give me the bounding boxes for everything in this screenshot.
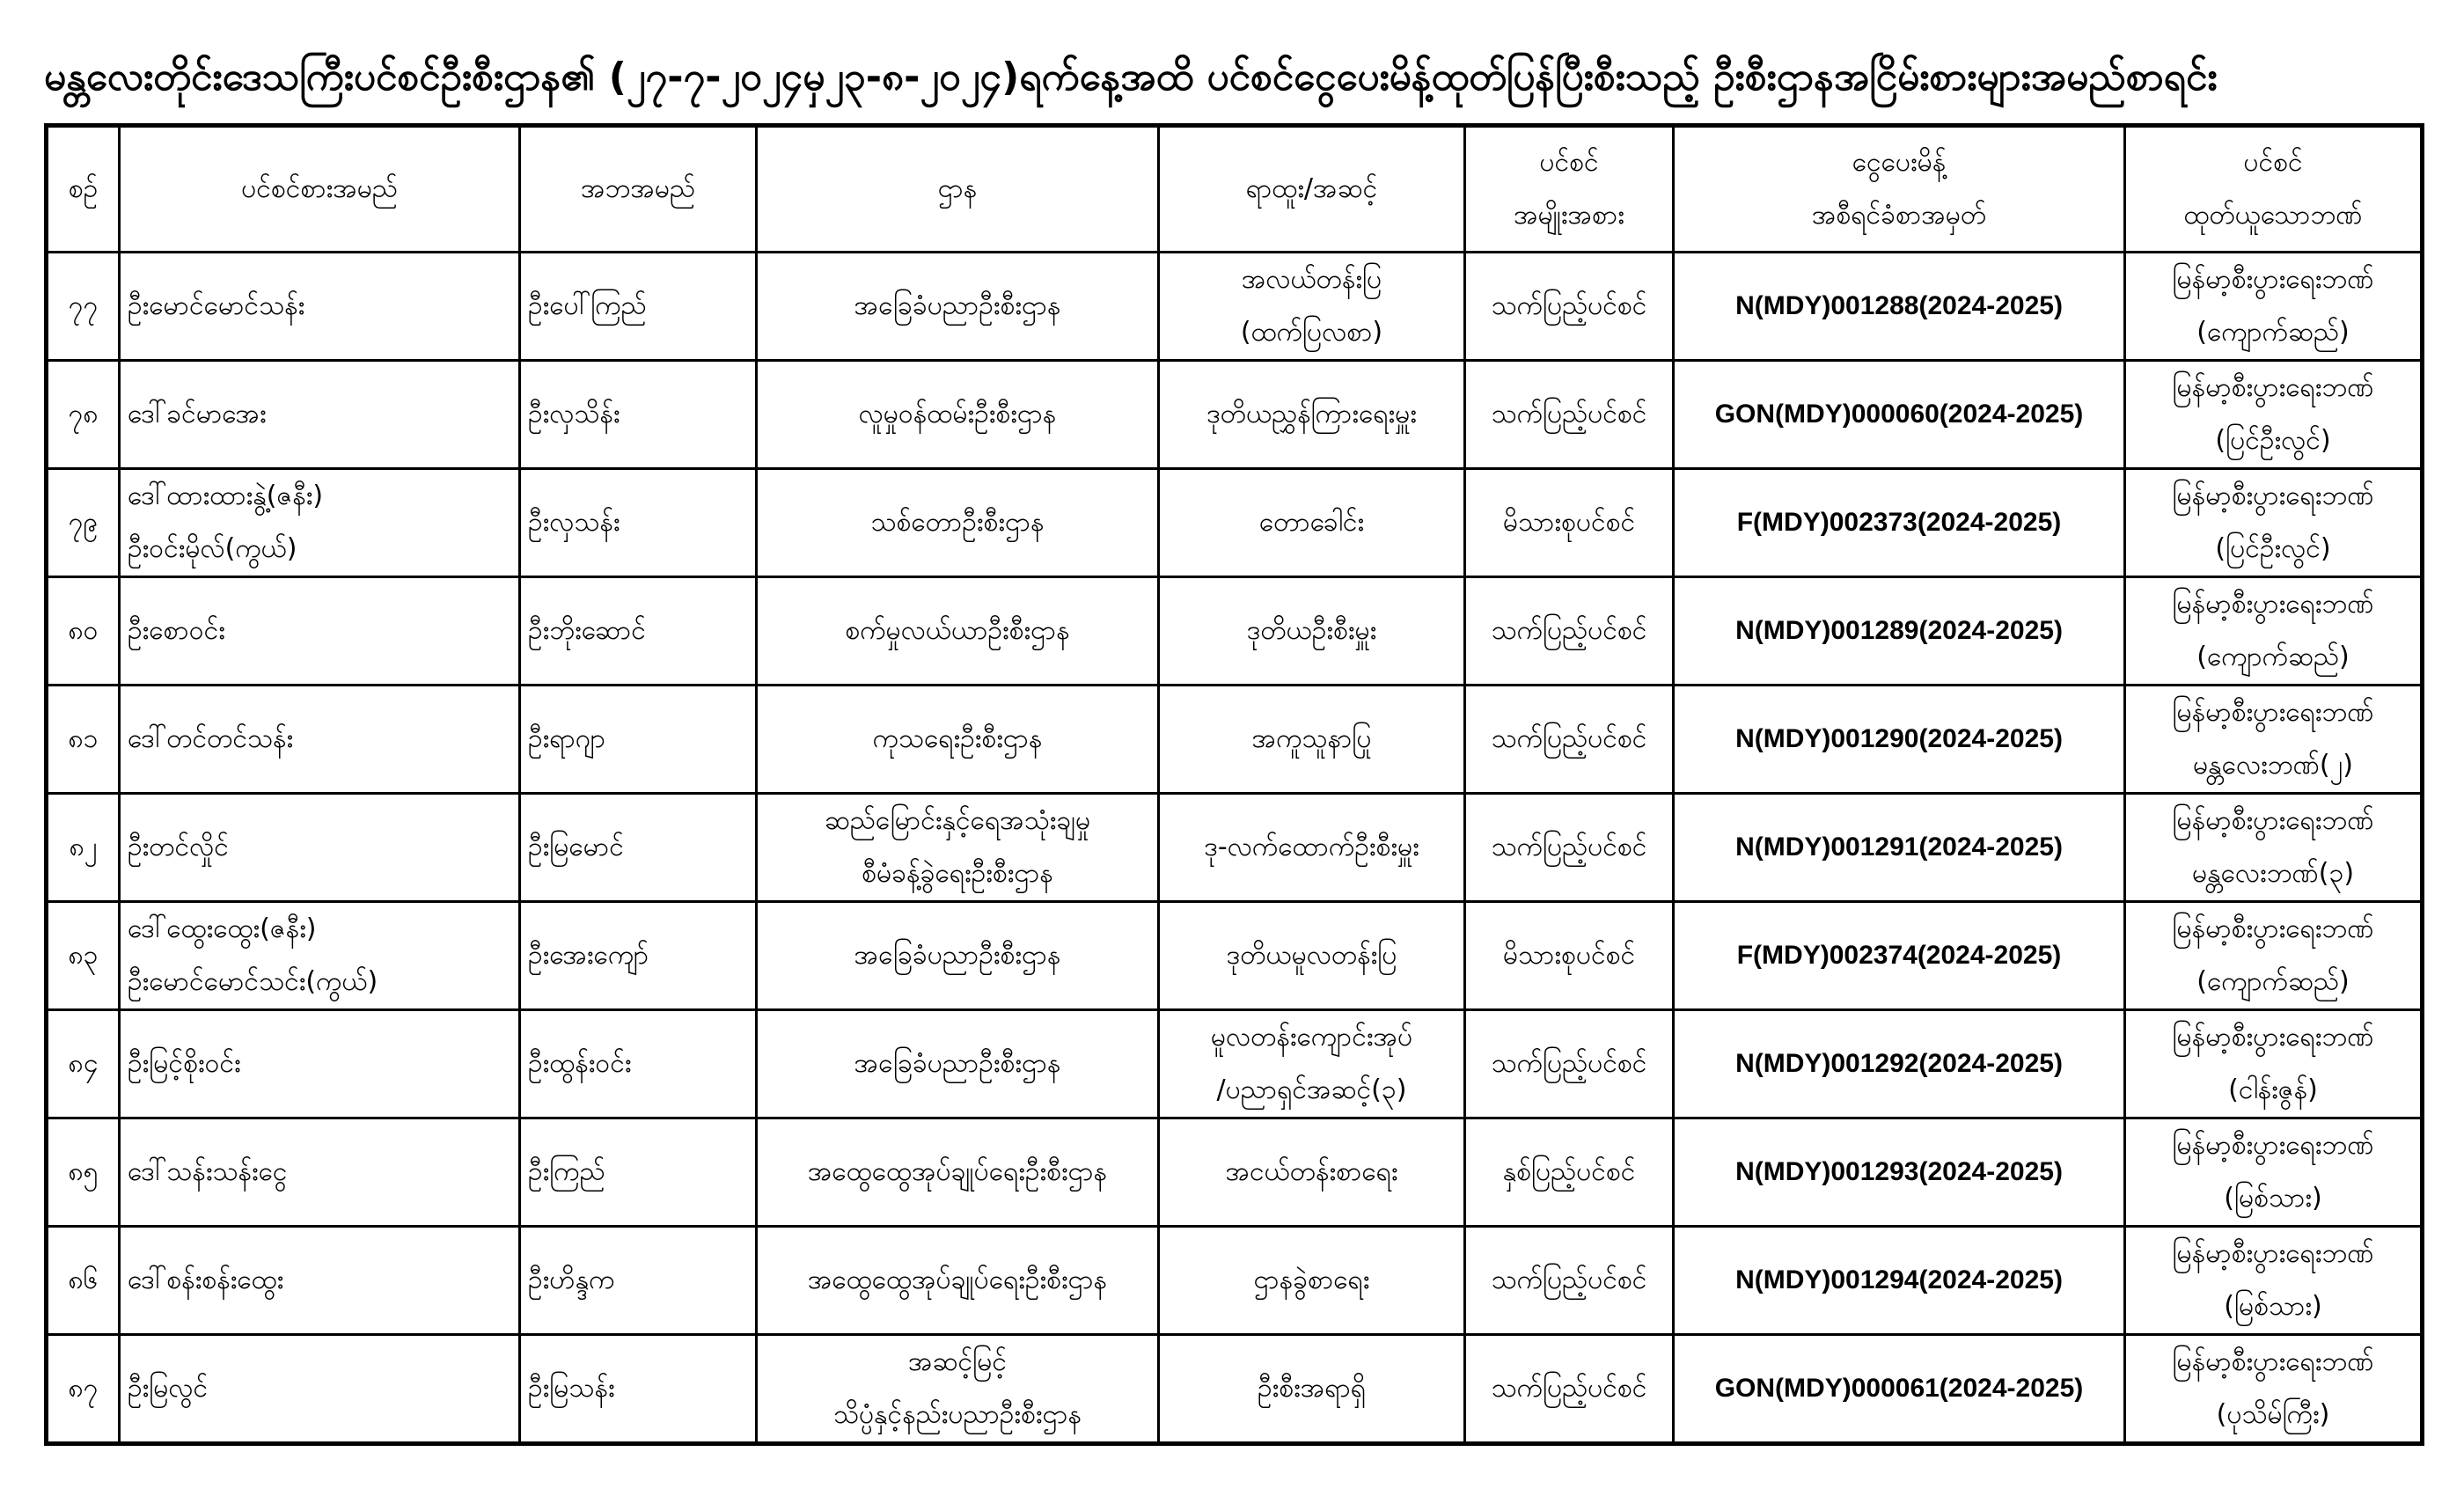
cell-line: သက်ပြည့်ပင်စင်	[1491, 1265, 1647, 1295]
cell-line: အစီရင်ခံစာအမှတ်	[1811, 200, 1987, 231]
cell-order-number: N(MDY)001293(2024-2025)	[1674, 1118, 2125, 1227]
table-row	[47, 686, 2423, 794]
cell-bank	[2125, 902, 2423, 1010]
cell-line: ဒေါ်ထားထားနွဲ့(ဇနီး)	[128, 480, 324, 511]
cell-father-name	[520, 1227, 757, 1335]
cell-line: မြန်မာ့စီးပွားရေးဘဏ်	[2172, 913, 2374, 944]
cell-line: ဦးမြမောင်	[528, 832, 624, 862]
header-pensioner-name	[120, 126, 520, 253]
cell-line: ဦးစီးအရာရှိ	[1257, 1373, 1367, 1404]
cell-line: (ကျောက်ဆည်)	[2196, 317, 2350, 348]
cell-pensioner-name	[120, 1227, 520, 1335]
cell-pensioner-name	[120, 577, 520, 686]
cell-line: ဦးတင်လှိုင်	[128, 832, 229, 862]
cell-rank	[1159, 686, 1465, 794]
cell-line: ဒေါ်တင်တင်သန်း	[128, 723, 294, 754]
cell-line: သက်ပြည့်ပင်စင်	[1491, 1048, 1647, 1079]
cell-order-number: F(MDY)002374(2024-2025)	[1674, 902, 2125, 1010]
cell-pension-type	[1465, 1010, 1674, 1118]
cell-father-name	[520, 253, 757, 361]
cell-line: ဦးလှသန်း	[528, 507, 620, 538]
cell-serial: ၈၇	[47, 1335, 120, 1444]
cell-order-number: N(MDY)001289(2024-2025)	[1674, 577, 2125, 686]
cell-serial: ၇၉	[47, 469, 120, 577]
cell-pensioner-name	[120, 1335, 520, 1444]
cell-line: ဒေါ်ခင်မာအေး	[128, 399, 267, 429]
cell-pensioner-name	[120, 902, 520, 1010]
cell-serial: ၈၃	[47, 902, 120, 1010]
cell-department	[757, 794, 1159, 902]
cell-order-number: F(MDY)002373(2024-2025)	[1674, 469, 2125, 577]
cell-line: ကုသရေးဦးစီးဌာန	[872, 723, 1043, 754]
cell-bank	[2125, 469, 2423, 577]
cell-line: အခြေခံပညာဦးစီးဌာန	[854, 1048, 1061, 1079]
cell-father-name	[520, 686, 757, 794]
cell-line: ငွေပေးမိန့်	[1852, 147, 1947, 178]
cell-department	[757, 577, 1159, 686]
cell-line: ဦးလှသိန်း	[528, 399, 620, 429]
cell-line: သက်ပြည့်ပင်စင်	[1491, 615, 1647, 646]
cell-father-name	[520, 1335, 757, 1444]
cell-line: ဦးစောဝင်း	[128, 615, 225, 646]
cell-line: ရာထူး/အဆင့်	[1245, 173, 1378, 204]
cell-father-name	[520, 1118, 757, 1227]
cell-line: မြန်မာ့စီးပွားရေးဘဏ်	[2172, 1238, 2374, 1269]
cell-line: ဒေါ်ထွေးထွေး(ဇနီး)	[128, 913, 317, 944]
cell-line: ဦးမောင်မောင်သင်း(ကွယ်)	[128, 966, 378, 997]
cell-line: ဒုတိယညွှန်ကြားရေးမှူး	[1206, 399, 1417, 429]
cell-bank	[2125, 686, 2423, 794]
cell-department	[757, 1227, 1159, 1335]
cell-line: (ကျောက်ဆည်)	[2196, 966, 2350, 997]
cell-line: မြန်မာ့စီးပွားရေးဘဏ်	[2172, 264, 2374, 295]
cell-line: အဘအမည်	[580, 173, 696, 204]
cell-line: (ပုသိမ်ကြီး)	[2216, 1399, 2330, 1430]
cell-bank	[2125, 1227, 2423, 1335]
cell-line: အကူသူနာပြု	[1251, 723, 1372, 754]
table-row	[47, 253, 2423, 361]
cell-pension-type	[1465, 253, 1674, 361]
cell-line: မြန်မာ့စီးပွားရေးဘဏ်	[2172, 1022, 2374, 1052]
cell-line: စဉ်	[68, 173, 99, 204]
table-row	[47, 469, 2423, 577]
header-bank	[2125, 126, 2423, 253]
cell-line: အငယ်တန်းစာရေး	[1225, 1156, 1398, 1187]
cell-pensioner-name	[120, 1118, 520, 1227]
cell-line: ဒေါ်စန်းစန်းထွေး	[128, 1265, 284, 1295]
cell-line: သက်ပြည့်ပင်စင်	[1491, 723, 1647, 754]
cell-line: လူမှုဝန်ထမ်းဦးစီးဌာန	[858, 399, 1057, 429]
cell-serial: ၇၈	[47, 361, 120, 469]
cell-line: ဒေါ်သန်းသန်းငွေ	[128, 1156, 288, 1187]
cell-serial: ၈၂	[47, 794, 120, 902]
header-rank	[1159, 126, 1465, 253]
cell-line: မြန်မာ့စီးပွားရေးဘဏ်	[2172, 697, 2374, 728]
cell-rank	[1159, 1227, 1465, 1335]
cell-line: မြန်မာ့စီးပွားရေးဘဏ်	[2172, 1346, 2374, 1377]
cell-rank	[1159, 1118, 1465, 1227]
cell-pensioner-name	[120, 361, 520, 469]
cell-bank	[2125, 361, 2423, 469]
cell-line: (ပြင်ဦးလွင်)	[2215, 533, 2331, 564]
cell-department	[757, 902, 1159, 1010]
cell-pensioner-name	[120, 794, 520, 902]
cell-line: မန္တလေးဘဏ်(၃)	[2191, 858, 2355, 889]
cell-line: မန္တလေးဘဏ်(၂)	[2193, 750, 2353, 781]
cell-department	[757, 1010, 1159, 1118]
cell-serial: ၈၆	[47, 1227, 120, 1335]
cell-line: ဦးကြည်	[528, 1156, 605, 1187]
cell-order-number: N(MDY)001292(2024-2025)	[1674, 1010, 2125, 1118]
cell-father-name	[520, 577, 757, 686]
cell-rank	[1159, 1010, 1465, 1118]
cell-line: မူလတန်းကျောင်းအုပ်	[1210, 1022, 1413, 1052]
cell-line: အလယ်တန်းပြ	[1241, 264, 1382, 295]
cell-line: စက်မှုလယ်ယာဦးစီးဌာန	[845, 615, 1070, 646]
cell-line: မြန်မာ့စီးပွားရေးဘဏ်	[2172, 372, 2374, 403]
cell-line: စီမံခန့်ခွဲရေးဦးစီးဌာန	[862, 858, 1053, 889]
cell-pensioner-name	[120, 686, 520, 794]
cell-line: သက်ပြည့်ပင်စင်	[1491, 290, 1647, 321]
cell-order-number: GON(MDY)000060(2024-2025)	[1674, 361, 2125, 469]
document-title: မန္တလေးတိုင်းဒေသကြီးပင်စင်ဦးစီးဌာန၏ (၂၇-၇-၂၀၂၄မှ၂၃-၈-၂၀၂၄)ရက်နေ့အထိ ပင်စင်ငွေပေးမိန့်ထုတ်ပြန်ပြီးစီးသည့် ဦးစီးဌာနအငြိမ်းစားများအမည်စာရင်း	[44, 55, 2218, 99]
cell-serial: ၈၁	[47, 686, 120, 794]
cell-pension-type	[1465, 469, 1674, 577]
cell-line: (မြစ်သား)	[2224, 1291, 2322, 1322]
cell-line: တောခေါင်း	[1258, 507, 1365, 538]
cell-line: (ကျောက်ဆည်)	[2196, 642, 2350, 672]
table-row	[47, 1118, 2423, 1227]
cell-line: ဒု-လက်ထောက်ဦးစီးမှူး	[1204, 832, 1419, 862]
cell-serial: ၈၀	[47, 577, 120, 686]
cell-line: သက်ပြည့်ပင်စင်	[1491, 832, 1647, 862]
cell-order-number: N(MDY)001290(2024-2025)	[1674, 686, 2125, 794]
cell-pension-type	[1465, 902, 1674, 1010]
cell-line: /ပညာရှင်အဆင့်(၃)	[1216, 1074, 1407, 1105]
cell-father-name	[520, 469, 757, 577]
pension-roster-table	[44, 123, 2424, 1446]
cell-bank	[2125, 1335, 2423, 1444]
cell-line: ပင်စင်	[2243, 147, 2303, 178]
cell-rank	[1159, 902, 1465, 1010]
header-department	[757, 126, 1159, 253]
cell-line: ဌာန	[937, 173, 978, 204]
cell-line: မိသားစုပင်စင်	[1502, 940, 1636, 971]
cell-pension-type	[1465, 794, 1674, 902]
cell-line: အမျိုးအစား	[1514, 200, 1624, 231]
cell-line: ဦးဘိုးဆောင်	[528, 615, 646, 646]
cell-line: အခြေခံပညာဦးစီးဌာန	[854, 290, 1061, 321]
cell-department	[757, 686, 1159, 794]
table-row	[47, 1010, 2423, 1118]
cell-line: သက်ပြည့်ပင်စင်	[1491, 1373, 1647, 1404]
cell-pensioner-name	[120, 253, 520, 361]
cell-pension-type	[1465, 686, 1674, 794]
cell-line: မိသားစုပင်စင်	[1502, 507, 1636, 538]
table-header-row	[47, 126, 2423, 253]
cell-pension-type	[1465, 1118, 1674, 1227]
table-row	[47, 794, 2423, 902]
cell-line: (ငါန်းဇွန်)	[2228, 1074, 2318, 1105]
header-pension-type	[1465, 126, 1674, 253]
header-serial	[47, 126, 120, 253]
cell-rank	[1159, 577, 1465, 686]
cell-line: ဦးမြသန်း	[528, 1373, 615, 1404]
cell-rank	[1159, 1335, 1465, 1444]
cell-pension-type	[1465, 577, 1674, 686]
cell-pension-type	[1465, 1227, 1674, 1335]
cell-rank	[1159, 253, 1465, 361]
cell-line: နှစ်ပြည့်ပင်စင်	[1502, 1156, 1636, 1187]
cell-bank	[2125, 1118, 2423, 1227]
cell-serial: ၈၄	[47, 1010, 120, 1118]
cell-line: ဦးမြင့်စိုးဝင်း	[128, 1048, 241, 1079]
cell-pension-type	[1465, 361, 1674, 469]
cell-line: သက်ပြည့်ပင်စင်	[1491, 399, 1647, 429]
cell-line: ဦးအေးကျော်	[528, 940, 649, 971]
cell-line: ပင်စင်စားအမည်	[241, 173, 398, 204]
cell-order-number: N(MDY)001291(2024-2025)	[1674, 794, 2125, 902]
cell-order-number: N(MDY)001294(2024-2025)	[1674, 1227, 2125, 1335]
cell-serial: ၈၅	[47, 1118, 120, 1227]
table-row	[47, 1227, 2423, 1335]
cell-line: မြန်မာ့စီးပွားရေးဘဏ်	[2172, 805, 2374, 836]
cell-pensioner-name	[120, 1010, 520, 1118]
cell-line: မြန်မာ့စီးပွားရေးဘဏ်	[2172, 589, 2374, 620]
cell-line: အခြေခံပညာဦးစီးဌာန	[854, 940, 1061, 971]
cell-department	[757, 1335, 1159, 1444]
cell-rank	[1159, 469, 1465, 577]
cell-line: မြန်မာ့စီးပွားရေးဘဏ်	[2172, 480, 2374, 511]
cell-line: (မြစ်သား)	[2224, 1183, 2322, 1214]
cell-line: ဆည်မြောင်းနှင့်ရေအသုံးချမှု	[824, 805, 1091, 836]
cell-line: ဦးမောင်မောင်သန်း	[128, 290, 305, 321]
cell-line: ဦးဟိန္ဒက	[528, 1265, 615, 1295]
cell-father-name	[520, 1010, 757, 1118]
cell-line: ဦးမြလွင်	[128, 1373, 209, 1404]
cell-line: ထုတ်ယူသောဘဏ်	[2183, 200, 2363, 231]
table-row	[47, 1335, 2423, 1444]
cell-line: ဦးပေါ်ကြည်	[528, 290, 647, 321]
cell-bank	[2125, 794, 2423, 902]
cell-father-name	[520, 902, 757, 1010]
cell-line: (ပြင်ဦးလွင်)	[2215, 425, 2331, 456]
cell-department	[757, 253, 1159, 361]
cell-department	[757, 361, 1159, 469]
cell-order-number: GON(MDY)000061(2024-2025)	[1674, 1335, 2125, 1444]
table-body	[47, 253, 2423, 1444]
cell-line: မြန်မာ့စီးပွားရေးဘဏ်	[2172, 1130, 2374, 1161]
cell-father-name	[520, 361, 757, 469]
cell-line: အဆင့်မြင့်	[907, 1346, 1007, 1377]
table-row	[47, 902, 2423, 1010]
cell-line: ဒုတိယဦးစီးမှူး	[1246, 615, 1377, 646]
cell-rank	[1159, 794, 1465, 902]
header-father-name	[520, 126, 757, 253]
cell-serial: ၇၇	[47, 253, 120, 361]
cell-bank	[2125, 253, 2423, 361]
cell-pension-type	[1465, 1335, 1674, 1444]
cell-pensioner-name	[120, 469, 520, 577]
cell-order-number: N(MDY)001288(2024-2025)	[1674, 253, 2125, 361]
cell-line: (ထက်ပြလစာ)	[1240, 317, 1383, 348]
cell-department	[757, 469, 1159, 577]
cell-line: ဌာနခွဲစာရေး	[1253, 1265, 1370, 1295]
cell-bank	[2125, 577, 2423, 686]
cell-department	[757, 1118, 1159, 1227]
cell-line: သိပ္ပံနှင့်နည်းပညာဦးစီးဌာန	[832, 1399, 1082, 1430]
cell-line: သစ်တောဦးစီးဌာန	[870, 507, 1045, 538]
cell-line: ဦးရာဂျာ	[528, 723, 606, 754]
cell-rank	[1159, 361, 1465, 469]
table-row	[47, 361, 2423, 469]
table-row	[47, 577, 2423, 686]
cell-bank	[2125, 1010, 2423, 1118]
cell-line: ပင်စင်	[1539, 147, 1599, 178]
cell-line: အထွေထွေအုပ်ချုပ်ရေးဦးစီးဌာန	[807, 1265, 1108, 1295]
cell-father-name	[520, 794, 757, 902]
cell-line: အထွေထွေအုပ်ချုပ်ရေးဦးစီးဌာန	[807, 1156, 1108, 1187]
cell-line: ဦးဝင်းမိုလ်(ကွယ်)	[128, 533, 297, 564]
cell-line: ဦးထွန်းဝင်း	[528, 1048, 632, 1079]
header-order-number	[1674, 126, 2125, 253]
cell-line: ဒုတိယမူလတန်းပြ	[1226, 940, 1397, 971]
